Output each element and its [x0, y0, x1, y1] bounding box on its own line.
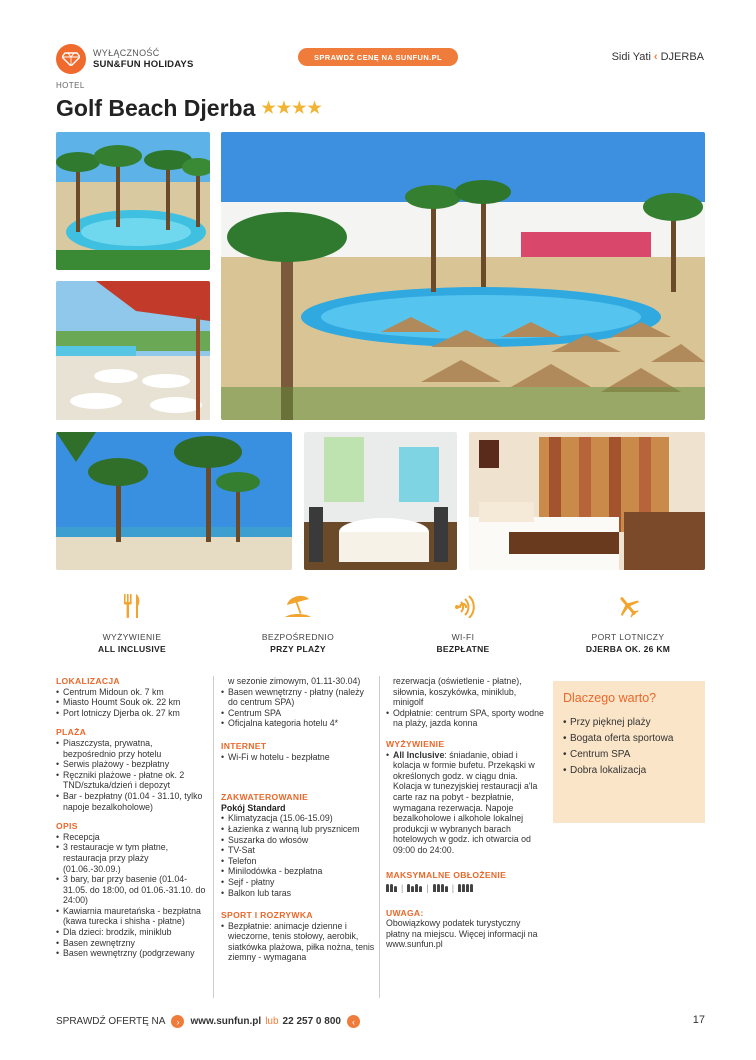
list-item: • Oficjalna kategoria hotelu 4*: [221, 718, 376, 729]
description-list: [56, 832, 206, 959]
list-item: • Centrum SPA: [563, 747, 695, 763]
accommodation-section-title: ZAKWATEROWANIE: [221, 792, 309, 803]
list-item: • Serwis plażowy - bezpłatny: [56, 759, 206, 770]
list-item: • Kawiarnia mauretańska - bezpłatna (kawa turecka i shisha - płatne): [56, 906, 206, 927]
beach-umbrella-icon: [218, 590, 378, 622]
feature-meals: [52, 590, 212, 654]
check-price-button[interactable]: SPRAWDŹ CENĘ NA SUNFUN.PL: [298, 48, 458, 66]
sport-section-title: SPORT I ROZRYWKA: [221, 910, 313, 921]
list-item: • Sejf - płatny: [221, 877, 376, 888]
list-item: • Klimatyzacja (15.06-15.09): [221, 813, 376, 824]
occupancy-2-adults-1-child-icon: [386, 884, 397, 892]
footer: [56, 1015, 366, 1028]
star-icon: ★: [261, 99, 276, 117]
occupancy-icons: | | |: [386, 883, 544, 894]
list-item: • Bogata oferta sportowa: [563, 731, 695, 747]
meals-plan-name: All Inclusive: [393, 749, 445, 760]
list-item: • Basen zewnętrzny: [56, 938, 206, 949]
sport-list: [221, 921, 376, 963]
location-city: Sidi Yati: [611, 51, 651, 63]
description-cont-list: [221, 687, 376, 729]
list-item: [386, 750, 544, 856]
info-column-2: [221, 676, 376, 963]
footer-lead: SPRAWDŹ OFERTĘ NA: [56, 1016, 166, 1027]
wifi-icon: [383, 590, 543, 622]
feature-airport-value: DJERBA OK. 26 KM: [585, 644, 671, 654]
list-item: • Bezpłatnie: animacje dzienne i wieczorne, tenis stołowy, aerobik, siatkówka plażowa, piłka nożna, tenis ziemny - wymagana: [221, 921, 376, 963]
feature-beach-label: BEZPOŚREDNIO: [261, 632, 335, 642]
footer-or: lub: [265, 1016, 279, 1027]
list-item: • Balkon lub taras: [221, 888, 376, 899]
page-number: 17: [692, 1014, 705, 1026]
arrow-left-icon: ‹: [347, 1015, 360, 1028]
feature-wifi-value: BEZPŁATNE: [436, 644, 490, 654]
footer-phone[interactable]: 22 257 0 800: [282, 1016, 341, 1027]
internet-list: [221, 752, 376, 763]
airplane-icon: [548, 590, 708, 622]
column-divider: [213, 676, 214, 998]
meals-section-title: WYŻYWIENIE: [386, 738, 445, 749]
star-icon: ★: [307, 99, 322, 117]
list-item: • Suszarka do włosów: [221, 835, 376, 846]
paid-activities-list: [386, 708, 544, 729]
location-section-title: LOKALIZACJA: [56, 676, 120, 686]
footer-website-link[interactable]: www.sunfun.pl: [190, 1016, 262, 1027]
feature-airport: [548, 590, 708, 654]
info-column-3: [386, 676, 544, 950]
star-icon: ★: [276, 99, 292, 117]
accommodation-list: [221, 813, 376, 898]
occupancy-3-adults-1-child-icon: [433, 884, 448, 892]
hotel-stars: [261, 101, 321, 117]
photo-dining-room: [304, 432, 457, 570]
hotel-name: Golf Beach Djerba: [56, 95, 256, 121]
feature-beach: [218, 590, 378, 654]
list-item: • Miasto Houmt Souk ok. 22 km: [56, 697, 206, 708]
list-item: • Basen wewnętrzny - płatny (należy do centrum SPA): [221, 687, 376, 708]
column-divider: [379, 676, 380, 998]
beach-list: [56, 738, 206, 812]
list-item: • Minilodówka - bezpłatna: [221, 866, 376, 877]
feature-airport-label: PORT LOTNICZY: [591, 632, 665, 642]
list-item: • Bar - bezpłatny (01.04 - 31.10, tylko napoje bezalkoholowe): [56, 791, 206, 812]
location-list: [56, 687, 206, 719]
photo-beach: [56, 432, 292, 570]
list-item: • Centrum Midoun ok. 7 km: [56, 687, 206, 698]
list-item: • 3 bary, bar przy basenie (01.04-31.05. do 18:00, od 01.06.-31.10. do 24:00): [56, 874, 206, 906]
brand: [56, 44, 194, 74]
list-item: • Basen wewnętrzny (podgrzewany: [56, 948, 206, 959]
list-item: • Piaszczysta, prywatna, bezpośrednio przy hotelu: [56, 738, 206, 759]
list-item: • Centrum SPA: [221, 708, 376, 719]
cutlery-icon: [52, 590, 212, 622]
feature-meals-value: ALL INCLUSIVE: [98, 644, 166, 654]
list-item: • Dobra lokalizacja: [563, 763, 695, 779]
room-type: Pokój Standard: [221, 802, 286, 813]
photo-pool-palms: [56, 132, 210, 270]
photo-hotel-room: [469, 432, 705, 570]
continued-text: rezerwacja (oświetlenie - płatne), siłownia, koszykówka, miniklub, minigolf: [393, 676, 522, 708]
list-item: • 3 restauracje w tym płatne, restauracja przy plaży (01.06.-30.09.): [56, 842, 206, 874]
occupancy-section-title: MAKSYMALNE OBŁOŻENIE: [386, 869, 507, 880]
feature-wifi: [383, 590, 543, 654]
list-item: • Łazienka z wanną lub prysznicem: [221, 824, 376, 835]
feature-wifi-label: WI-FI: [451, 632, 475, 642]
meals-list: [386, 750, 544, 856]
why-worth-box: [553, 681, 705, 823]
location-country: DJERBA: [660, 51, 704, 63]
why-worth-list: [563, 715, 695, 779]
feature-meals-label: WYŻYWIENIE: [102, 632, 162, 642]
list-item: • TV-Sat: [221, 845, 376, 856]
description-section-title: OPIS: [56, 821, 78, 832]
info-column-1: [56, 676, 206, 959]
photo-main-pool: [221, 132, 705, 420]
arrow-right-icon: ›: [171, 1015, 184, 1028]
list-item: • Wi-Fi w hotelu - bezpłatne: [221, 752, 376, 763]
feature-beach-value: PRZY PLAŻY: [270, 644, 326, 654]
beach-section-title: PLAŻA: [56, 727, 87, 738]
list-item: • Ręczniki plażowe - płatne ok. 2 TND/sztuka/dzień i depozyt: [56, 770, 206, 791]
meals-description: : śniadanie, obiad i kolacja w formie bufetu. Przekąski w określonych godz. w ciągu dnia. Kolacja w tunezyjskiej restauracji a'la carte raz na pobyt - bezpłatnie, wymagana rezerwacja. Napoje bezalkoholowe i alkohole lokalnej produkcji w wybranych barach hotelowych w godz. ich otwarcia od 09:00 do 24:00.: [393, 749, 538, 855]
hotel-title: [56, 95, 322, 122]
list-item: • Port lotniczy Djerba ok. 27 km: [56, 708, 206, 719]
list-item: • Dla dzieci: brodzik, miniklub: [56, 927, 206, 938]
why-worth-title: Dlaczego warto?: [563, 691, 657, 705]
location: [612, 51, 704, 63]
photo-terrace-restaurant: [56, 281, 210, 420]
brand-name: SUN&FUN HOLIDAYS: [93, 59, 194, 70]
list-item: • Telefon: [221, 856, 376, 867]
occupancy-4-adults-icon: [458, 884, 473, 892]
internet-section-title: INTERNET: [221, 740, 267, 751]
star-icon: ★: [292, 99, 307, 117]
occupancy-2-adults-2-children-icon: [407, 884, 422, 892]
list-item: • Przy pięknej plaży: [563, 715, 695, 731]
list-item: • Odpłatnie: centrum SPA, sporty wodne na plaży, jazda konna: [386, 708, 544, 729]
hotel-kind: HOTEL: [56, 81, 85, 90]
continued-text: w sezonie zimowym, 01.11-30.04): [228, 676, 361, 686]
note-section-title: UWAGA:: [386, 907, 424, 918]
chevron-left-icon: ‹: [653, 51, 658, 63]
list-item: • Recepcja: [56, 832, 206, 843]
brand-exclusive-label: WYŁĄCZNOŚĆ: [93, 48, 160, 58]
note-text: Obowiązkowy podatek turystyczny płatny na miejscu. Więcej informacji na www.sunfun.pl: [386, 918, 538, 950]
diamond-logo-icon: [56, 44, 86, 74]
